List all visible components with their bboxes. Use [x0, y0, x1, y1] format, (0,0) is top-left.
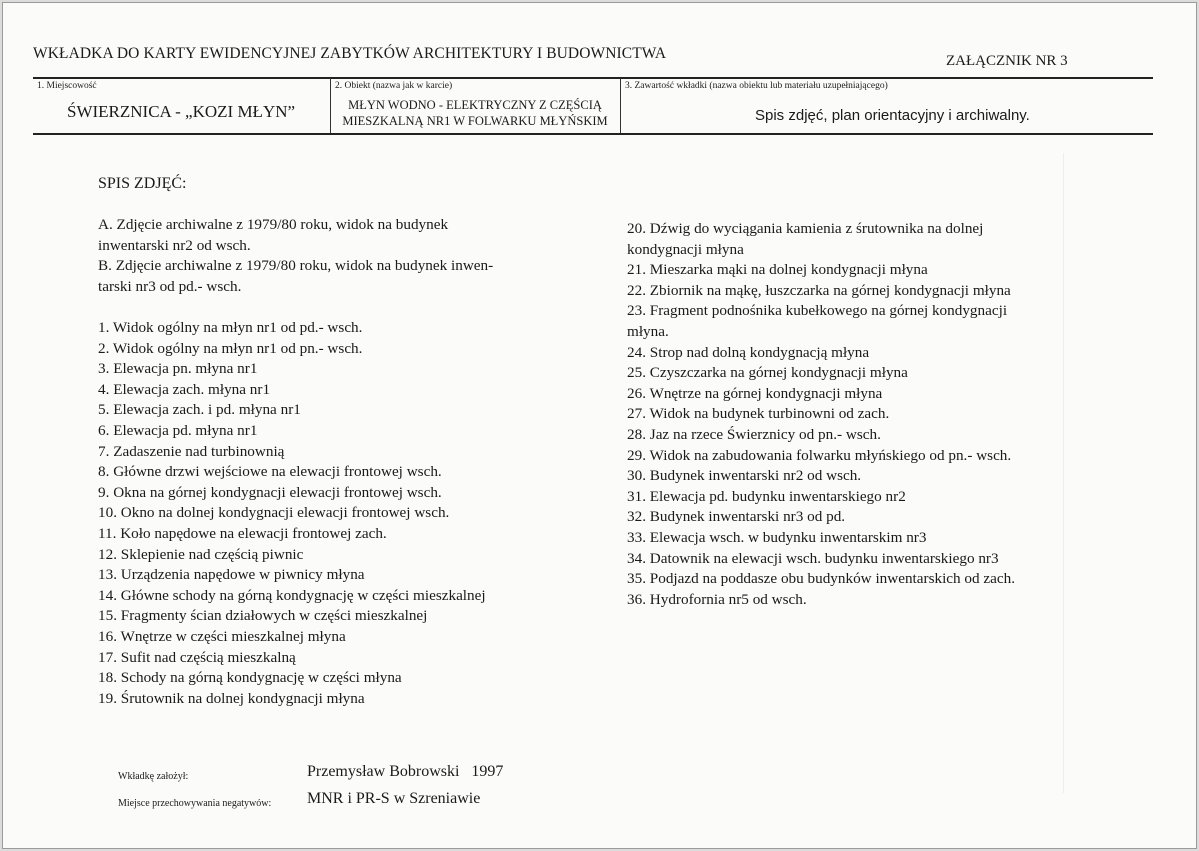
- photo-list-right-column: [627, 219, 1097, 610]
- list-item: 29. Widok na zabudowania folwarku młyńskiego od pn.- wsch.: [627, 446, 1012, 464]
- list-item: 20. Dźwig do wyciągania kamienia z śrutownika na dolnej: [627, 220, 984, 237]
- list-item: inwentarski nr2 od wsch.: [98, 236, 251, 254]
- list-item: 4. Elewacja zach. młyna nr1: [98, 380, 271, 398]
- list-item: 15. Fragmenty ścian działowych w części mieszkalnej: [98, 607, 428, 625]
- contents-value: Spis zdjęć, plan orientacyjny i archiwalny.: [755, 107, 1030, 124]
- list-item: 12. Sklepienie nad częścią piwnic: [98, 545, 304, 563]
- annex-number: ZAŁĄCZNIK NR 3: [946, 53, 1068, 69]
- locality-value: ŚWIERZNICA - „KOZI MŁYN”: [67, 102, 296, 121]
- list-item: 35. Podjazd na poddasze obu budynków inwentarskich od zach.: [627, 570, 1016, 588]
- header-bottom-rule: [33, 133, 1153, 135]
- list-item: 24. Strop nad dolną kondygnacją młyna: [627, 343, 870, 361]
- list-item: 19. Śrutownik na dolnej kondygnacji młyna: [98, 689, 365, 707]
- list-item: 17. Sufit nad częścią mieszkalną: [98, 648, 296, 666]
- author-value: Przemysław Bobrowski 1997: [307, 763, 504, 780]
- list-item: 31. Elewacja pd. budynku inwentarskiego nr2: [627, 487, 906, 505]
- locality-label: 1. Miejscowość: [37, 81, 97, 91]
- list-item: 33. Elewacja wsch. w budynku inwentarskim nr3: [627, 528, 927, 546]
- record-sheet: [2, 2, 1197, 849]
- list-item: 6. Elewacja pd. młyna nr1: [98, 421, 258, 439]
- list-item: 23. Fragment podnośnika kubełkowego na górnej kondygnacji: [627, 302, 1008, 320]
- list-item: kondygnacji młyna: [627, 240, 744, 258]
- list-item: 13. Urządzenia napędowe w piwnicy młyna: [98, 566, 365, 584]
- list-item: A. Zdjęcie archiwalne z 1979/80 roku, widok na budynek: [98, 216, 449, 233]
- archival-photo-list: [98, 215, 568, 297]
- object-value-line-1: MŁYN WODNO - ELEKTRYCZNY Z CZĘŚCIĄ: [348, 98, 602, 112]
- list-item: 21. Mieszarka mąki na dolnej kondygnacji młyna: [627, 261, 928, 279]
- list-item: 26. Wnętrze na górnej kondygnacji młyna: [627, 384, 883, 402]
- object-label: 2. Obiekt (nazwa jak w karcie): [335, 81, 453, 91]
- list-item: 9. Okna na górnej kondygnacji elewacji frontowej wsch.: [98, 483, 442, 501]
- negatives-storage-value: MNR i PR-S w Szreniawie: [307, 790, 481, 807]
- list-item: 30. Budynek inwentarski nr2 od wsch.: [627, 467, 862, 485]
- list-item: 5. Elewacja zach. i pd. młyna nr1: [98, 401, 301, 419]
- list-item: 22. Zbiornik na mąkę, łuszczarka na górnej kondygnacji młyna: [627, 281, 1011, 299]
- negatives-storage-label: Miejsce przechowywania negatywów:: [118, 798, 272, 809]
- list-item: 11. Koło napędowe na elewacji frontowej zach.: [98, 524, 387, 542]
- list-item: 36. Hydrofornia nr5 od wsch.: [627, 590, 807, 608]
- list-item: 16. Wnętrze w części mieszkalnej młyna: [98, 627, 346, 645]
- list-item: B. Zdjęcie archiwalne z 1979/80 roku, widok na budynek inwen-: [98, 257, 494, 275]
- list-item: tarski nr3 od pd.- wsch.: [98, 277, 242, 295]
- list-item: 3. Elewacja pn. młyna nr1: [98, 360, 258, 378]
- list-item: 1. Widok ogólny na młyn nr1 od pd.- wsch.: [98, 319, 363, 336]
- object-value: [335, 97, 615, 129]
- field-divider-2: [620, 78, 621, 133]
- object-value-line-2: MIESZKALNĄ NR1 W FOLWARKU MŁYŃSKIM: [342, 114, 608, 128]
- list-item: 2. Widok ogólny na młyn nr1 od pn.- wsch.: [98, 339, 363, 357]
- list-item: 14. Główne schody na górną kondygnację w części mieszkalnej: [98, 586, 486, 604]
- list-item: młyna.: [627, 322, 669, 340]
- list-item: 27. Widok na budynek turbinowni od zach.: [627, 405, 890, 423]
- contents-label: 3. Zawartość wkładki (nazwa obiektu lub materiału uzupełniającego): [625, 81, 888, 91]
- list-item: 7. Zadaszenie nad turbinownią: [98, 442, 285, 460]
- author-label: Wkładkę założył:: [118, 771, 189, 782]
- header-top-rule: [33, 77, 1153, 79]
- list-item: 8. Główne drzwi wejściowe na elewacji frontowej wsch.: [98, 463, 442, 481]
- field-divider-1: [330, 78, 331, 133]
- list-item: 34. Datownik na elewacji wsch. budynku inwentarskiego nr3: [627, 549, 999, 567]
- list-item: 18. Schody na górną kondygnację w części młyna: [98, 669, 402, 687]
- list-item: 10. Okno na dolnej kondygnacji elewacji frontowej wsch.: [98, 504, 450, 522]
- list-item: 32. Budynek inwentarski nr3 od pd.: [627, 508, 846, 526]
- document-title: WKŁADKA DO KARTY EWIDENCYJNEJ ZABYTKÓW ARCHITEKTURY I BUDOWNICTWA: [33, 45, 667, 62]
- list-item: 25. Czyszczarka na górnej kondygnacji młyna: [627, 364, 908, 382]
- list-item: 28. Jaz na rzece Świerznicy od pn.- wsch.: [627, 425, 881, 443]
- photo-list-left-column: [98, 318, 578, 709]
- photo-list-heading: SPIS ZDJĘĆ:: [98, 175, 187, 192]
